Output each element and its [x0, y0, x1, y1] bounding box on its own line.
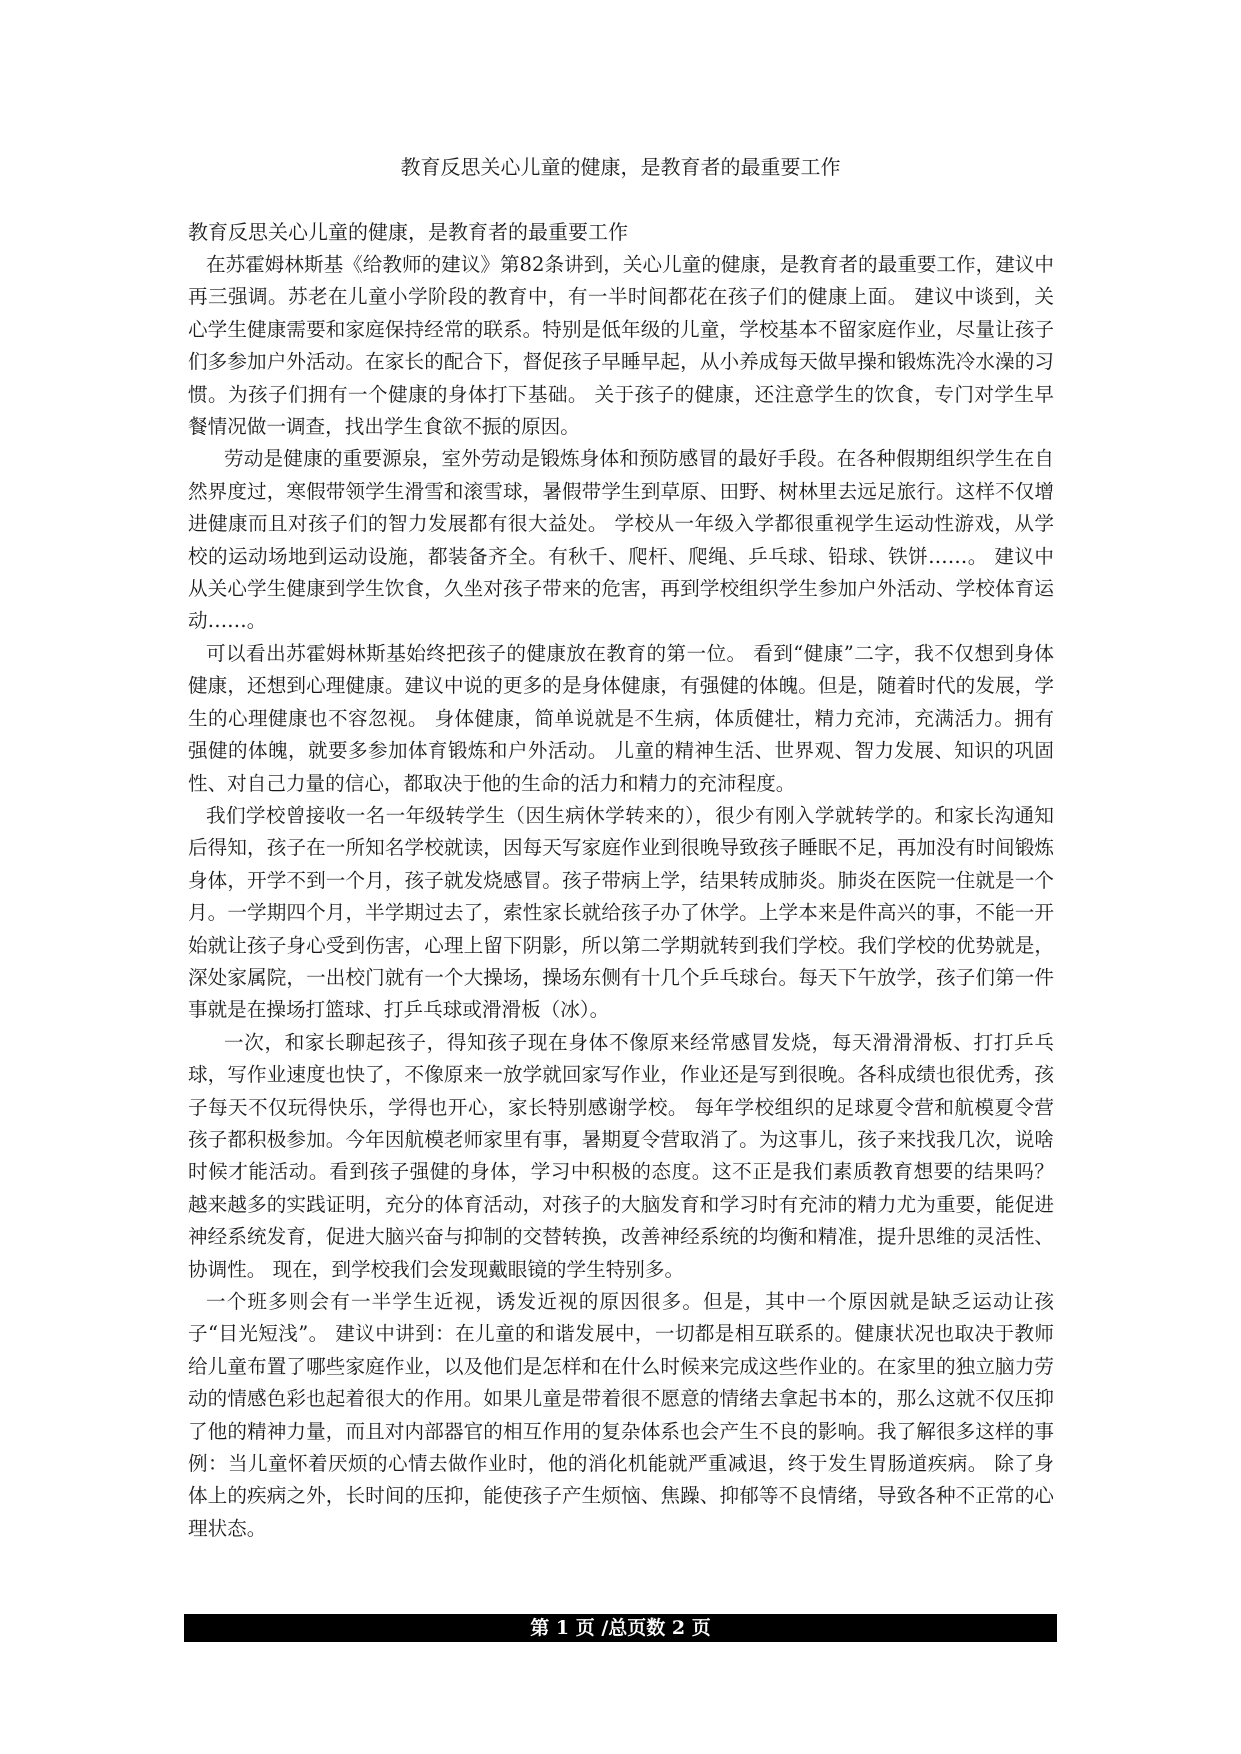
paragraph-3: 可以看出苏霍姆林斯基始终把孩子的健康放在教育的第一位。 看到“健康”二字，我不仅想到身体健康，还想到心理健康。建议中说的更多的是身体健康，有强健的体魄。但是，随着时代的发展，学生的心理健康也不容忽视。 身体健康，简单说就是不生病，体质健壮，精力充沛，充满活力。拥有强健的体魄，就要多参加体育锻炼和户外活动。 儿童的精神生活、世界观、智力发展、知识的巩固性、对自己力量的信心，都取决于他的生命的活力和精力的充沛程度。 [188, 641, 1054, 795]
paragraph-4: 我们学校曾接收一名一年级转学生（因生病休学转来的），很少有刚入学就转学的。和家长沟通知后得知，孩子在一所知名学校就读，因每天写家庭作业到很晚导致孩子睡眠不足，再加没有时间锻炼身体，开学不到一个月，孩子就发烧感冒。孩子带病上学，结果转成肺炎。肺炎在医院一住就是一个月。一学期四个月，半学期过去了，索性家长就给孩子办了休学。上学本来是件高兴的事，不能一开始就让孩子身心受到伤害，心理上留下阴影，所以第二学期就转到我们学校。我们学校的优势就是，深处家属院，一出校门就有一个大操场，操场东侧有十几个乒乓球台。每天下午放学，孩子们第一件事就是在操场打篮球、打乒乓球或滑滑板（冰）。 [188, 803, 1054, 1022]
paragraph-2: 劳动是健康的重要源泉，室外劳动是锻炼身体和预防感冒的最好手段。在各种假期组织学生在自然界度过，寒假带领学生滑雪和滚雪球，暑假带学生到草原、田野、树林里去远足旅行。这样不仅增进健康而且对孩子们的智力发展都有很大益处。 学校从一年级入学都很重视学生运动性游戏，从学校的运动场地到运动设施，都装备齐全。有秋千、爬杆、爬绳、乒乓球、铅球、铁饼……。 建议中从关心学生健康到学生饮食，久坐对孩子带来的危害，再到学校组织学生参加户外活动、学校体育运动……。 [188, 447, 1054, 633]
document-subtitle: 教育反思关心儿童的健康，是教育者的最重要工作 [188, 220, 628, 244]
page-footer: 第 1 页 /总页数 2 页 [184, 1614, 1057, 1642]
page-title: 教育反思关心儿童的健康，是教育者的最重要工作 [400, 155, 841, 179]
paragraph-5: 一次，和家长聊起孩子，得知孩子现在身体不像原来经常感冒发烧，每天滑滑滑板、打打乒乓球，写作业速度也快了，不像原来一放学就回家写作业，作业还是写到很晚。各科成绩也很优秀，孩子每天不仅玩得快乐，学得也开心，家长特别感谢学校。 每年学校组织的足球夏令营和航模夏令营孩子都积极参加。今年因航模老师家里有事，暑期夏令营取消了。为这事儿，孩子来找我几次，说啥时候才能活动。看到孩子强健的身体，学习中积极的态度。这不正是我们素质教育想要的结果吗？ 越来越多的实践证明，充分的体育活动，对孩子的大脑发育和学习时有充沛的精力尤为重要，能促进神经系统发育，促进大脑兴奋与抑制的交替转换，改善神经系统的均衡和精准，提升思维的灵活性、协调性。 现在，到学校我们会发现戴眼镜的学生特别多。 [188, 1030, 1054, 1281]
paragraph-1: 在苏霍姆林斯基《给教师的建议》第82条讲到，关心儿童的健康，是教育者的最重要工作，建议中再三强调。苏老在儿童小学阶段的教育中，有一半时间都花在孩子们的健康上面。 建议中谈到，关心学生健康需要和家庭保持经常的联系。特别是低年级的儿童，学校基本不留家庭作业，尽量让孩子们多参加户外活动。在家长的配合下，督促孩子早睡早起，从小养成每天做早操和锻炼洗冷水澡的习惯。为孩子们拥有一个健康的身体打下基础。 关于孩子的健康，还注意学生的饮食，专门对学生早餐情况做一调查，找出学生食欲不振的原因。 [188, 253, 1054, 439]
document-body [188, 215, 1054, 1545]
paragraph-6: 一个班多则会有一半学生近视，诱发近视的原因很多。但是，其中一个原因就是缺乏运动让孩子“目光短浅”。 建议中讲到：在儿童的和谐发展中，一切都是相互联系的。健康状况也取决于教师给儿童布置了哪些家庭作业，以及他们是怎样和在什么时候来完成这些作业的。在家里的独立脑力劳动的情感色彩也起着很大的作用。如果儿童是带着很不愿意的情绪去拿起书本的，那么这就不仅压抑了他的精神力量，而且对内部器官的相互作用的复杂体系也会产生不良的影响。我了解很多这样的事例：当儿童怀着厌烦的心情去做作业时，他的消化机能就严重减退，终于发生胃肠道疾病。 除了身体上的疾病之外，长时间的压抑，能使孩子产生烦恼、焦躁、抑郁等不良情绪，导致各种不正常的心理状态。 [188, 1290, 1054, 1540]
